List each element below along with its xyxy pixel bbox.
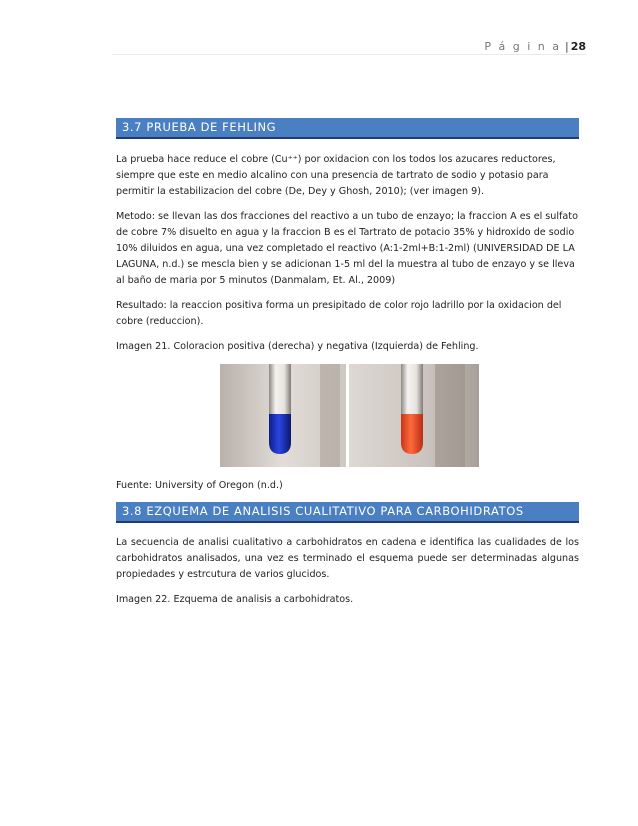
section-title-fehling: 3.7 PRUEBA DE FEHLING [116,118,579,139]
positive-orange-solution [401,414,423,454]
image-21-source: Fuente: University of Oregon (n.d.) [116,480,283,491]
image-21-caption: Imagen 21. Coloracion positiva (derecha) y negativa (Izquierda) de Fehling. [116,341,479,352]
left-tube-shadow [320,364,340,467]
scheme-intro-paragraph: La secuencia de analisi cualitativo a carbohidratos en cadena e identifica las cualidades de los carbohidratos analisados, una vez es terminado el esquema puede ser determinadas algunas propiedades y estrcutura de varios glucidos. [116,537,579,580]
section-title-carbohydrate-scheme: 3.8 EZQUEMA DE ANALISIS CUALITATIVO PARA CARBOHIDRATOS [116,502,579,523]
page-content [116,118,579,608]
photo-divider [346,364,349,467]
right-tube-shadow [435,364,465,467]
fehling-intro-paragraph: La prueba hace reduce el cobre (Cu⁺⁺) por oxidacion con los todos los azucares reductores, siempre que este en medio alcalino con una presencia de tartrato de sodio y potasio para permitir la estabilizacion del cobre (De, Dey y Ghosh, 2010); (ver imagen 9). [116,154,556,197]
fehling-result-paragraph: Resultado: la reaccion positiva forma un presipitado de color rojo ladrillo por la oxidacion del cobre (reduccion). [116,300,562,327]
header-rule [112,54,586,55]
header-separator: | [564,40,569,53]
page-number: 28 [570,40,586,53]
negative-blue-solution [269,414,291,454]
image-22-caption: Imagen 22. Ezquema de analisis a carbohidratos. [116,594,354,605]
fehling-test-tubes-photo [220,364,479,467]
fehling-method-paragraph: Metodo: se llevan las dos fracciones del reactivo a un tubo de enzayo; la fraccion A es el sulfato de cobre 7% disuelto en agua y la fraccion B es el Tartrato de potacio 35% y hidroxido de sodio 10% diluidos en agua, una vez completado el reactivo (A:1-2ml+B:1-2ml) (UNIVERSIDAD DE LA LAGUNA, n.d.) se mescla bien y se adicionan 1-5 ml del la muestra al tubo de enzayo y se lleva al baño de maria por 5 minutos (Danmalam, Et. Al., 2009) [116,211,578,286]
fehling-tubes-illustration [220,364,479,467]
page-label: P á g i n a [484,40,561,53]
page-header [484,40,586,53]
